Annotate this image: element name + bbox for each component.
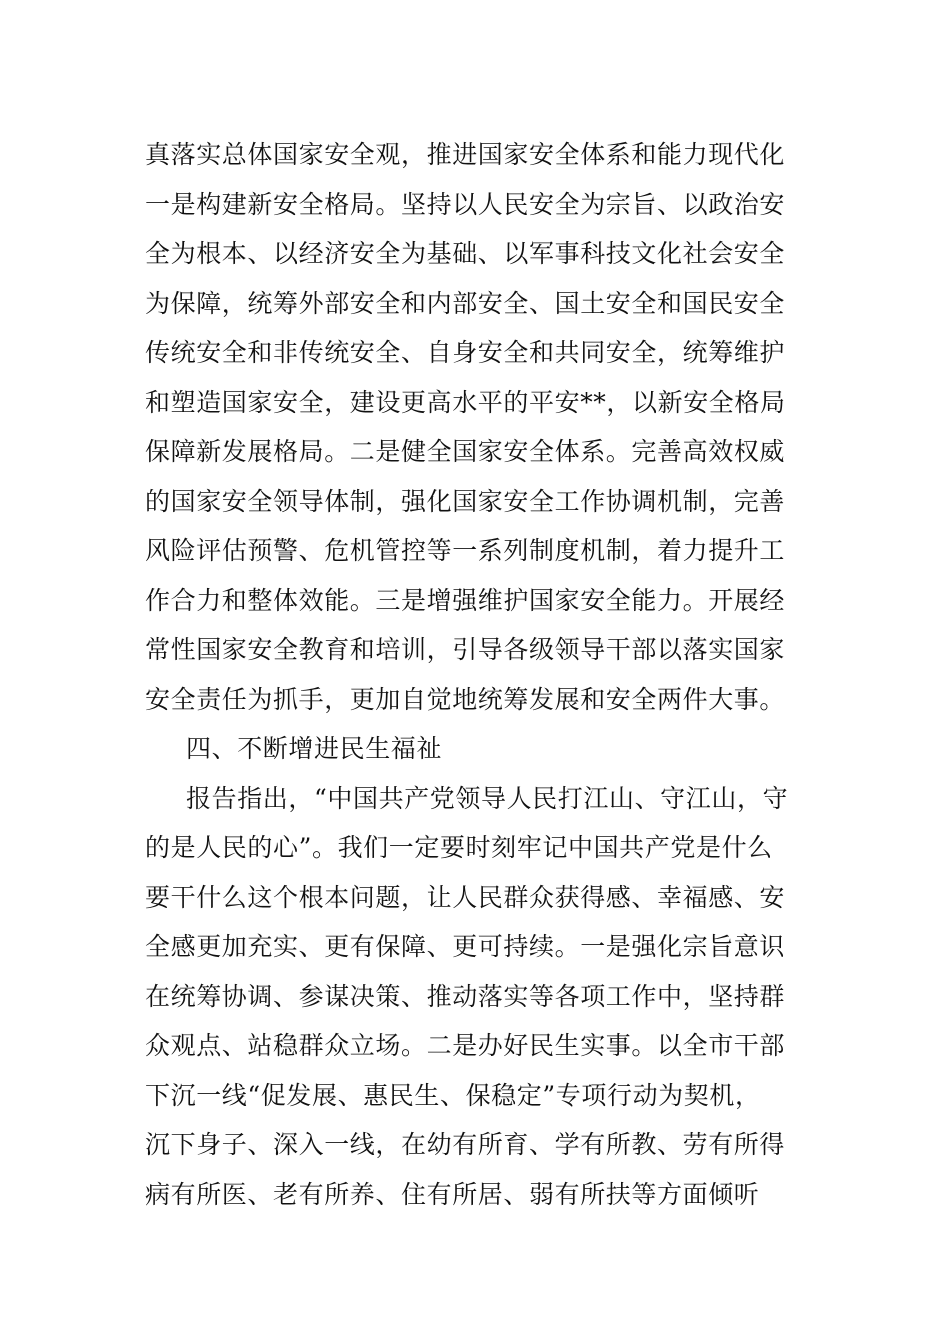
text-line-7: 保障新发展格局。二是健全国家安全体系。完善高效权威 — [145, 437, 786, 466]
text-line-21: 沉下身子、深入一线，在幼有所育、学有所教、劳有所得 — [145, 1130, 786, 1159]
text-line-3: 全为根本、以经济安全为基础、以军事科技文化社会安全 — [145, 239, 786, 268]
text-line-10: 作合力和整体效能。三是增强维护国家安全能力。开展经 — [145, 586, 786, 615]
text-line-16: 要干什么这个根本问题，让人民群众获得感、幸福感、安 — [145, 883, 786, 912]
text-line-9: 风险评估预警、危机管控等一系列制度机制，着力提升工 — [145, 536, 786, 565]
text-line-15: 的是人民的心”。我们一定要时刻牢记中国共产党是什么 — [145, 833, 773, 862]
text-line-11: 常性国家安全教育和培训，引导各级领导干部以落实国家 — [145, 635, 786, 664]
text-line-4: 为保障，统筹外部安全和内部安全、国土安全和国民安全 — [145, 289, 786, 318]
text-line-22: 病有所医、老有所养、住有所居、弱有所扶等方面倾听 — [145, 1180, 760, 1209]
text-line-17: 全感更加充实、更有保障、更可持续。一是强化宗旨意识 — [145, 932, 786, 961]
text-line-19: 众观点、站稳群众立场。二是办好民生实事。以全市干部 — [145, 1031, 786, 1060]
text-line-20: 下沉一线“促发展、惠民生、保稳定”专项行动为契机， — [145, 1081, 761, 1110]
text-line-18: 在统筹协调、参谋决策、推动落实等各项工作中，坚持群 — [145, 982, 786, 1011]
text-line-1: 真落实总体国家安全观，推进国家安全体系和能力现代化 — [145, 140, 786, 169]
text-line-8: 的国家安全领导体制，强化国家安全工作协调机制，完善 — [145, 487, 786, 516]
text-line-2: 一是构建新安全格局。坚持以人民安全为宗旨、以政治安 — [145, 190, 786, 219]
text-line-5: 传统安全和非传统安全、自身安全和共同安全，统筹维护 — [145, 338, 786, 367]
text-line-14: 报告指出，“中国共产党领导人民打江山、守江山，守 — [186, 784, 789, 813]
text-line-6: 和塑造国家安全，建设更高水平的平安**，以新安全格局 — [145, 388, 786, 417]
section-heading: 四、不断增进民生福祉 — [186, 734, 443, 763]
text-line-12: 安全责任为抓手，更加自觉地统筹发展和安全两件大事。 — [145, 685, 786, 714]
